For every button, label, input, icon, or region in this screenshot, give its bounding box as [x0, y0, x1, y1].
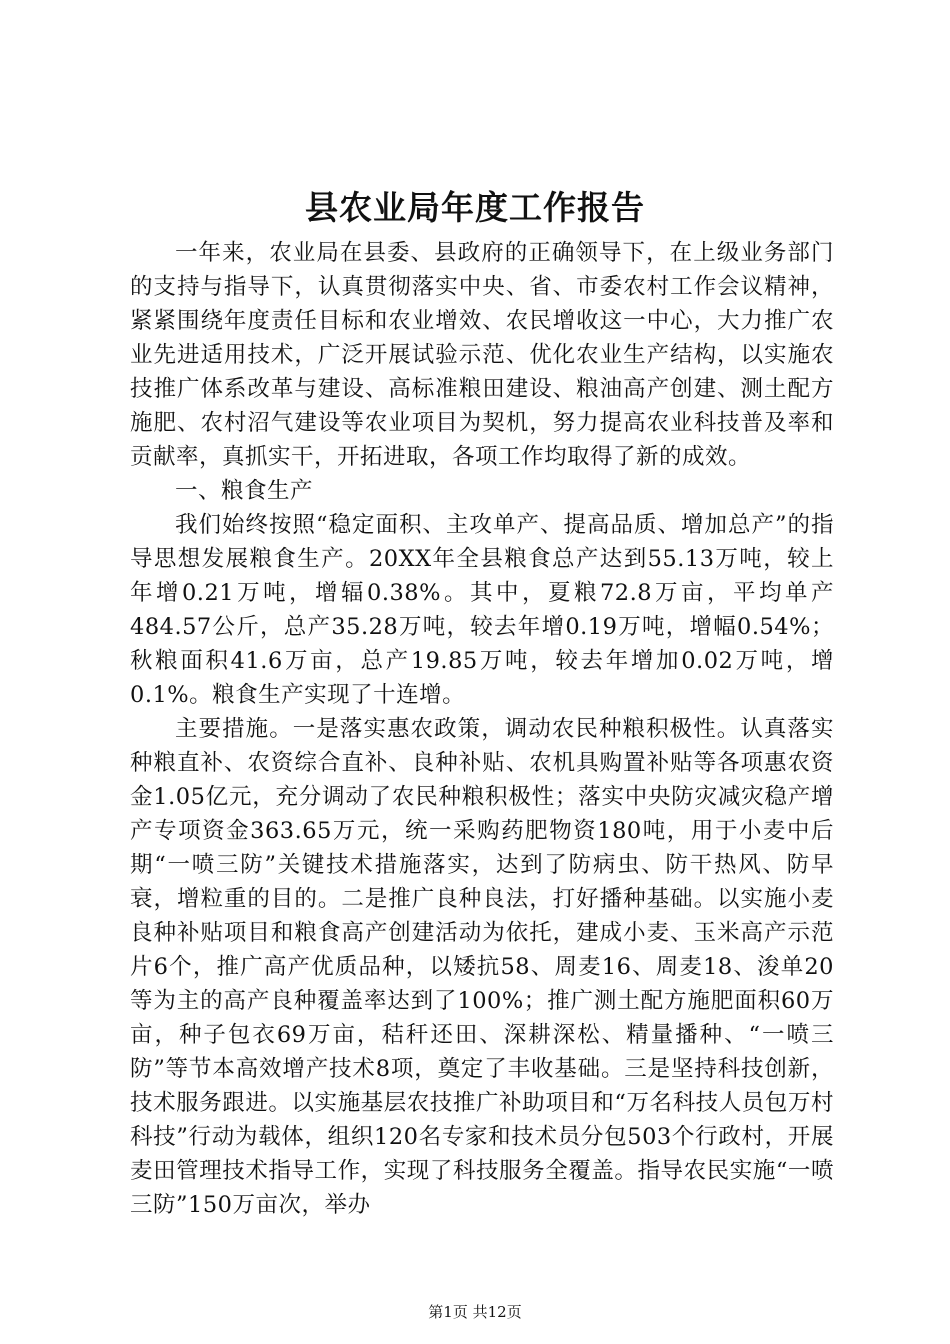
- section-heading-grain-production: 一、粮食生产: [175, 478, 314, 504]
- document-body: [130, 236, 834, 1222]
- document-title: 县农业局年度工作报告: [305, 188, 645, 227]
- page-number-footer: 第1页 共12页: [428, 1303, 522, 1321]
- paragraph-grain-output: 我们始终按照“稳定面积、主攻单产、提高品质、增加总产”的指导思想发展粮食生产。20XX年全县粮食总产达到55.13万吨，较上年增0.21万吨，增辐0.38%。其中，夏粮72.8万亩，平均单产484.57公斤，总产35.28万吨，较去年增0.19万吨，增幅0.54%；秋粮面积41.6万亩，总产19.85万吨，较去年增加0.02万吨，增0.1%。粮食生产实现了十连增。: [130, 512, 834, 708]
- paragraph-main-measures: 主要措施。一是落实惠农政策，调动农民种粮积极性。认真落实种粮直补、农资综合直补、良种补贴、农机具购置补贴等各项惠农资金1.05亿元，充分调动了农民种粮积极性；落实中央防灾减灾稳产增产专项资金363.65万元，统一采购药肥物资180吨，用于小麦中后期“一喷三防”关键技术措施落实，达到了防病虫、防干热风、防早衰，增粒重的目的。二是推广良种良法，打好播种基础。以实施小麦良种补贴项目和粮食高产创建活动为依托，建成小麦、玉米高产示范片6个，推广高产优质品种，以矮抗58、周麦16、周麦18、浚单20等为主的高产良种覆盖率达到了100%；推广测土配方施肥面积60万亩，种子包衣69万亩，秸秆还田、深耕深松、精量播种、“一喷三防”等节本高效增产技术8项，奠定了丰收基础。三是坚持科技创新，技术服务跟进。以实施基层农技推广补助项目和“万名科技人员包万村科技”行动为载体，组织120名专家和技术员分包503个行政村，开展麦田管理技术指导工作，实现了科技服务全覆盖。指导农民实施“一喷三防”150万亩次，举办: [130, 716, 834, 1218]
- paragraph-intro: 一年来，农业局在县委、县政府的正确领导下，在上级业务部门的支持与指导下，认真贯彻落实中央、省、市委农村工作会议精神，紧紧围绕年度责任目标和农业增效、农民增收这一中心，大力推广农业先进适用技术，广泛开展试验示范、优化农业生产结构，以实施农技推广体系改革与建设、高标准粮田建设、粮油高产创建、测土配方施肥、农村沼气建设等农业项目为契机，努力提高农业科技普及率和贡献率，真抓实干，开拓进取，各项工作均取得了新的成效。: [130, 240, 834, 470]
